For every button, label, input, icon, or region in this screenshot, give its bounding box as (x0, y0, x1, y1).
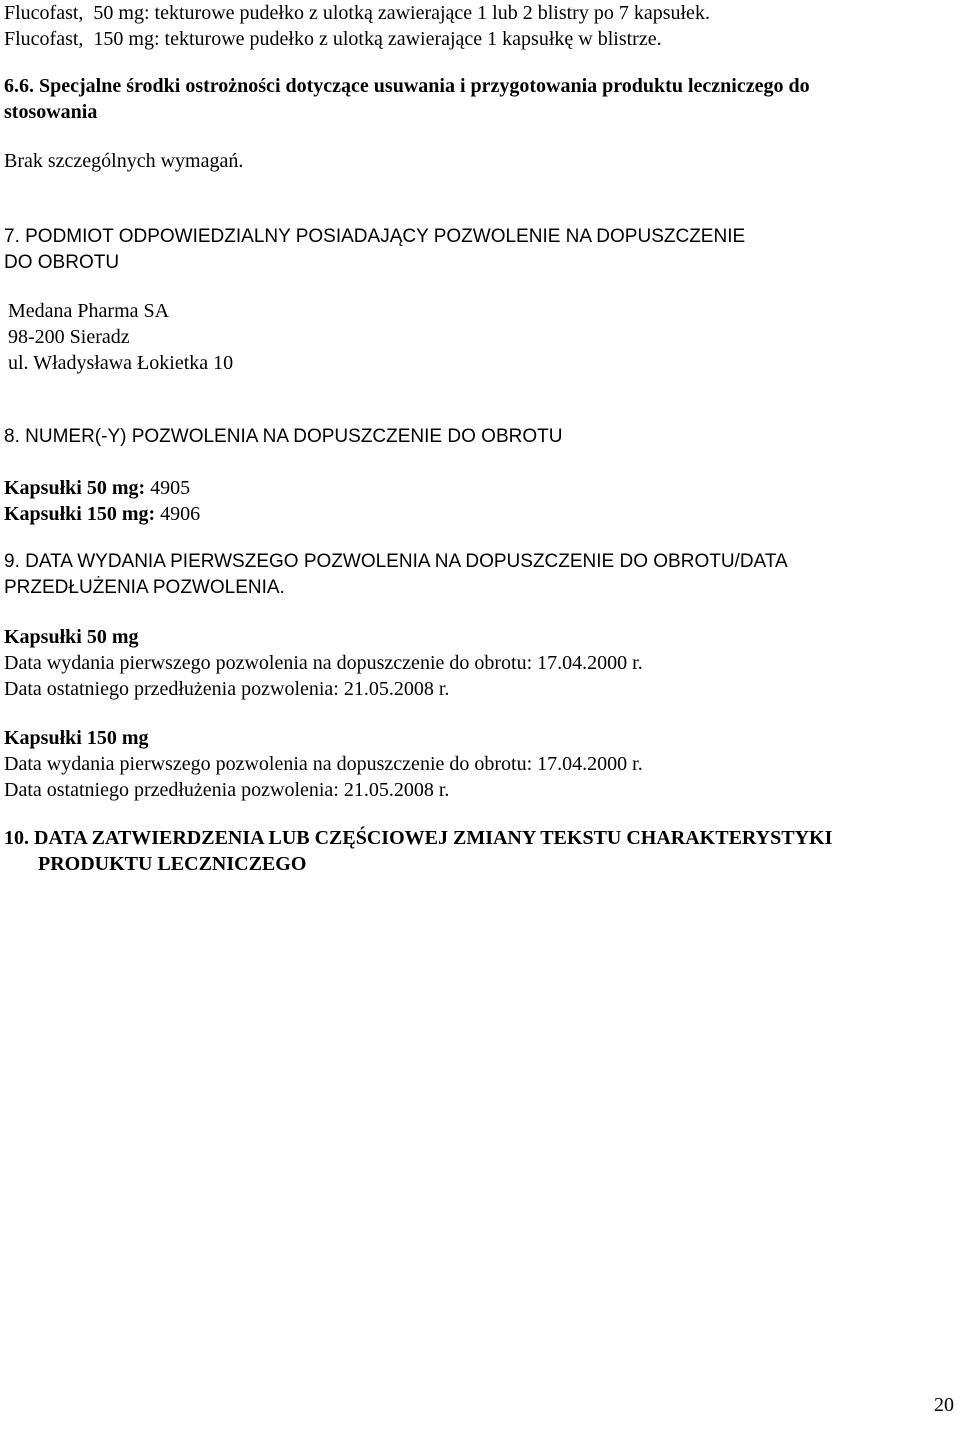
section-7-heading-line2: DO OBROTU (4, 252, 120, 273)
first-authorization-date: Data wydania pierwszego pozwolenia na dopuszczenie do obrotu: 17.04.2000 r. (4, 753, 643, 775)
section-9-heading-line1: 9. DATA WYDANIA PIERWSZEGO POZWOLENIA NA DOPUSZCZENIE DO OBROTU/DATA (4, 551, 788, 572)
section-7-heading-line1: 7. PODMIOT ODPOWIEDZIALNY POSIADAJĄCY POZWOLENIE NA DOPUSZCZENIE (4, 226, 746, 247)
authorization-value-50mg: 4905 (145, 477, 191, 499)
section-6-6-heading-line1: 6.6. Specjalne środki ostrożności dotyczące usuwania i przygotowania produktu leczniczego do (4, 75, 810, 97)
dates-group-50mg (4, 624, 954, 702)
section-9-heading-line2: PRZEDŁUŻENIA POZWOLENIA. (4, 577, 285, 598)
authorization-label-150mg: Kapsułki 150 mg: (4, 503, 156, 525)
section-6-6-heading-line2: stosowania (4, 101, 98, 123)
dates-group-title: Kapsułki 150 mg (4, 727, 149, 749)
section-10-heading (4, 825, 954, 877)
first-authorization-date: Data wydania pierwszego pozwolenia na dopuszczenie do obrotu: 17.04.2000 r. (4, 652, 643, 674)
page-number: 20 (934, 1394, 954, 1416)
dates-group-150mg (4, 725, 954, 803)
company-address (8, 298, 908, 376)
section-6-6-body-text: Brak szczególnych wymagań. (4, 150, 244, 172)
section-8-heading-text: 8. NUMER(-Y) POZWOLENIA NA DOPUSZCZENIE DO OBROTU (4, 426, 563, 447)
section-10-heading-line1: 10. DATA ZATWIERDZENIA LUB CZĘŚCIOWEJ ZMIANY TEKSTU CHARAKTERYSTYKI (4, 827, 833, 849)
section-9-heading (4, 549, 954, 601)
authorization-numbers (4, 475, 954, 527)
authorization-value-150mg: 4906 (155, 503, 201, 525)
authorization-number-50mg (4, 475, 954, 501)
packaging-line-50mg: Flucofast, 50 mg: tekturowe pudełko z ulotką zawierające 1 lub 2 blistry po 7 kapsułek. (4, 2, 710, 24)
section-6-6-body (4, 148, 954, 174)
dates-group-title: Kapsułki 50 mg (4, 626, 139, 648)
section-10-heading-line2: PRODUKTU LECZNICZEGO (38, 853, 307, 875)
authorization-number-150mg (4, 501, 954, 527)
authorization-label-50mg: Kapsułki 50 mg: (4, 477, 146, 499)
renewal-date: Data ostatniego przedłużenia pozwolenia: 21.05.2008 r. (4, 779, 450, 801)
packaging-line-150mg: Flucofast, 150 mg: tekturowe pudełko z ulotką zawierające 1 kapsułkę w blistrze. (4, 28, 662, 50)
renewal-date: Data ostatniego przedłużenia pozwolenia: 21.05.2008 r. (4, 678, 450, 700)
company-postal: 98-200 Sieradz (8, 326, 130, 348)
section-8-heading (4, 424, 954, 450)
company-name: Medana Pharma SA (8, 300, 170, 322)
packaging-text (4, 0, 954, 52)
section-6-6 (4, 73, 954, 125)
section-7-heading (4, 224, 954, 276)
company-street: ul. Władysława Łokietka 10 (8, 352, 234, 374)
